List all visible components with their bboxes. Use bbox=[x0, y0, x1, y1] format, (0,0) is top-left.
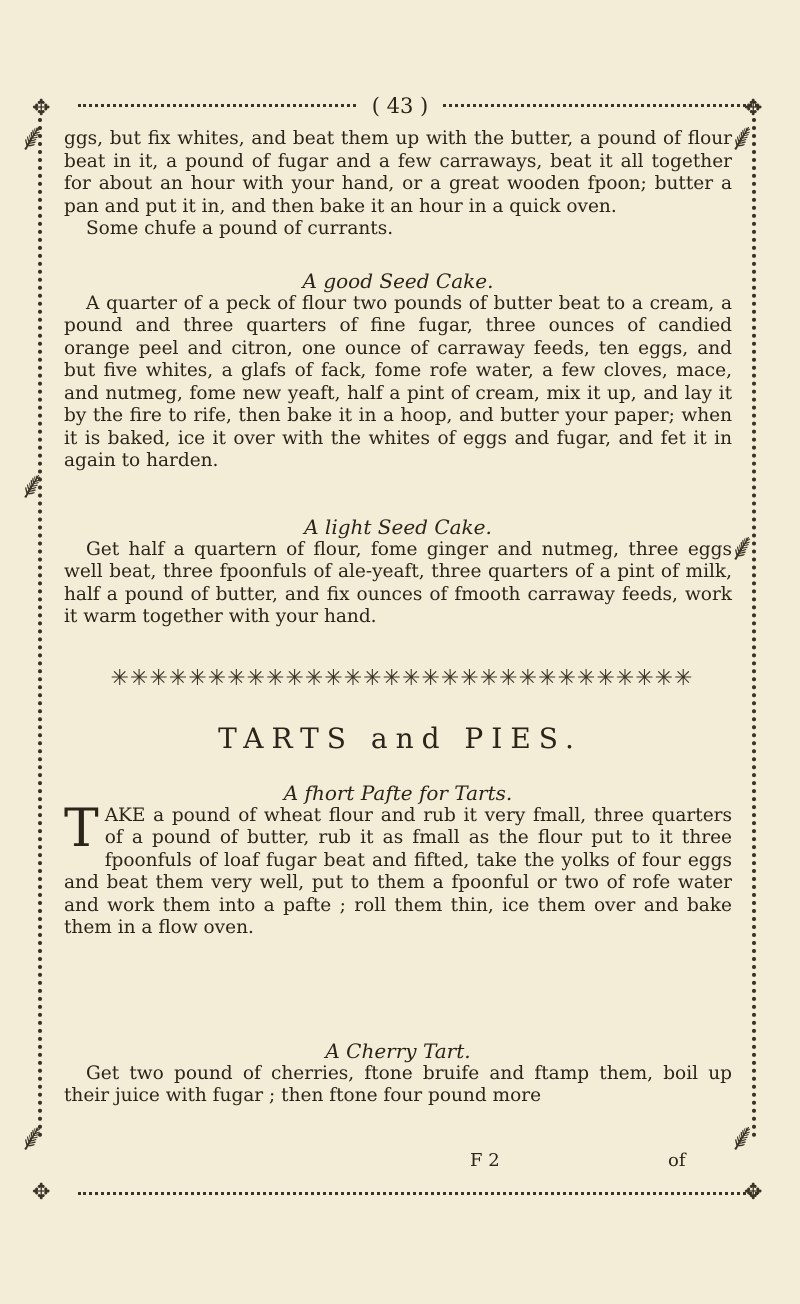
recipe-title: A Cherry Tart. bbox=[325, 1039, 471, 1063]
left-border-rule bbox=[38, 118, 42, 1138]
side-ornament-right-mid: ⸙ bbox=[728, 525, 757, 569]
ornamental-divider: ✳✳✳✳✳✳✳✳✳✳✳✳✳✳✳✳✳✳✳✳✳✳✳✳✳✳✳✳✳✳ bbox=[110, 666, 694, 691]
recipe-good-seed-cake bbox=[64, 270, 732, 473]
intro-continuation: Some chufe a pound of currants. bbox=[86, 218, 394, 239]
signature-mark: F 2 bbox=[470, 1150, 500, 1171]
side-ornament-left-bottom: ⸙ bbox=[18, 1115, 47, 1159]
side-ornament-right-top: ⸙ bbox=[728, 115, 757, 159]
recipe-title: A fhort Pafte for Tarts. bbox=[283, 781, 513, 805]
recipe-cherry-tart bbox=[64, 1040, 732, 1108]
corner-ornament-bottom-left: ✥ bbox=[32, 1180, 51, 1205]
recipe-body: A quarter of a peck of flour two pounds of butter beat to a cream, a pound and three quarters of fine fugar, three ounces of candied orange peel and citron, one ounce of carraway feeds, ten eggs, and but five whites, a glafs of fack, fome rofe water, a few cloves, mace, and nutmeg, fome new yeaft, half a pint of cream, mix it up, and lay it by the fire to rife, then bake it in a hoop, and butter your paper; when it is baked, ice it over with the whites of eggs and fugar, and fet it in again to harden. bbox=[64, 292, 732, 471]
right-border-rule bbox=[752, 118, 756, 1138]
intro-paragraph: ggs, but fix whites, and beat them up with the butter, a pound of flour beat in it, a pound of fugar and a few carraways, beat it all together for about an hour with your hand, or a great wooden fpoon; butter a pan and put it in, and then bake it an hour in a quick oven. bbox=[64, 128, 732, 217]
page-number: ( 43 ) bbox=[0, 94, 800, 118]
side-ornament-left-mid: ⸙ bbox=[18, 463, 47, 507]
catchword: of bbox=[668, 1150, 686, 1171]
side-ornament-left-top: ⸙ bbox=[18, 115, 47, 159]
bottom-border-rule bbox=[78, 1192, 758, 1195]
recipe-short-paste bbox=[64, 782, 732, 940]
corner-ornament-top-left: ✥ bbox=[32, 96, 51, 121]
recipe-body: AKE a pound of wheat flour and rub it very fmall, three quarters of a pound of butter, rub it as fmall as the flour put to it three fpoonfuls of loaf fugar beat and fifted, take the yolks of four eggs and beat them very well, put to them a fpoonful or two of rofe water and work them into a pafte ; roll them thin, ice them over and bake them in a flow oven. bbox=[64, 804, 732, 938]
recipe-body: Get two pound of cherries, ftone bruife and ftamp them, boil up their juice with fugar ; then ftone four pound more bbox=[64, 1062, 732, 1106]
corner-ornament-top-right: ✥ bbox=[744, 96, 763, 121]
recipe-body: Get half a quartern of flour, fome ginger and nutmeg, three eggs well beat, three fpoonfuls of ale-yeaft, three quarters of a pint of milk, half a pound of butter, and fix ounces of fmooth carraway feeds, work it warm together with your hand. bbox=[64, 538, 732, 627]
drop-cap: T bbox=[64, 798, 99, 859]
intro-text bbox=[64, 128, 732, 241]
corner-ornament-bottom-right: ✥ bbox=[744, 1180, 763, 1205]
recipe-title: A good Seed Cake. bbox=[302, 269, 494, 293]
side-ornament-right-bottom: ⸙ bbox=[728, 1115, 757, 1159]
recipe-title: A light Seed Cake. bbox=[304, 515, 492, 539]
recipe-light-seed-cake bbox=[64, 516, 732, 629]
section-title: TARTS and PIES. bbox=[218, 722, 582, 755]
recipe-body-wrapper bbox=[64, 798, 732, 940]
